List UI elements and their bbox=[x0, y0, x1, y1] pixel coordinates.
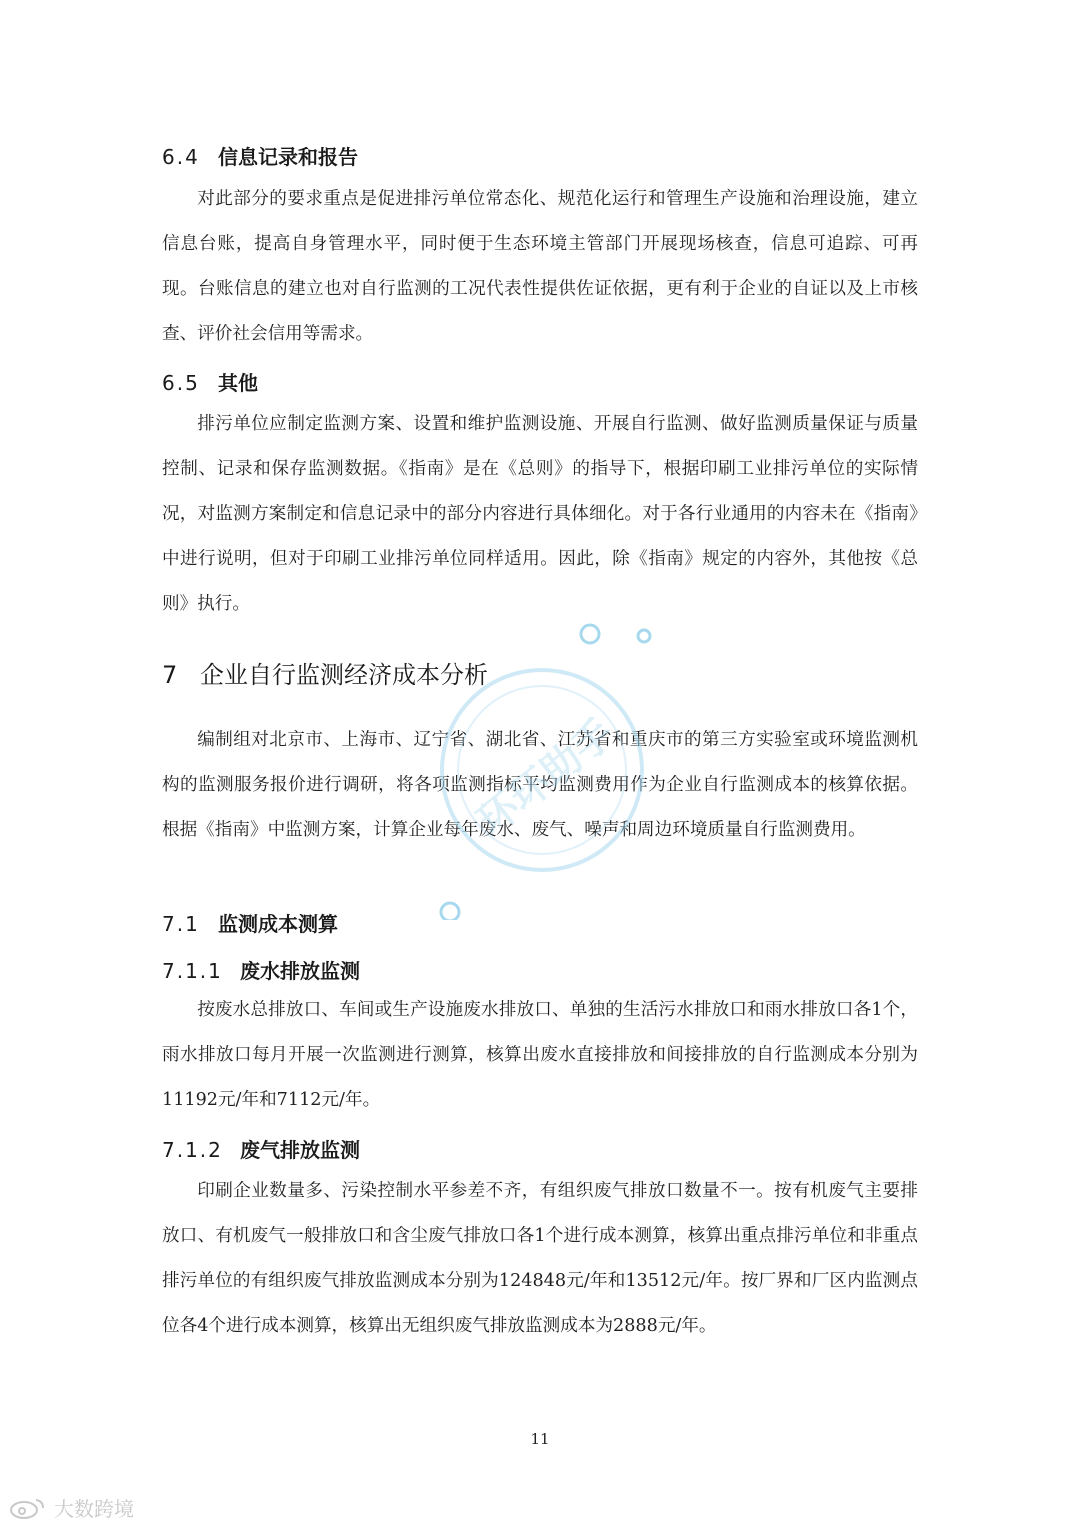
heading-number: 6.5 bbox=[162, 371, 200, 395]
heading-title: 信息记录和报告 bbox=[218, 145, 358, 169]
heading-number: 7 bbox=[162, 661, 178, 689]
paragraph-7: 编制组对北京市、上海市、辽宁省、湖北省、江苏省和重庆市的第三方实验室或环境监测机构的监测服务报价进行调研，将各项监测指标平均监测费用作为企业自行监测成本的核算依据。根据《指南》中监测方案，计算企业每年废水、废气、噪声和周边环境质量自行监测费用。 bbox=[162, 730, 918, 840]
paragraph-7-1-1: 按废水总排放口、车间或生产设施废水排放口、单独的生活污水排放口和雨水排放口各1个，雨水排放口每月开展一次监测进行测算，核算出废水直接排放和间接排放的自行监测成本分别为11192元/年和7112元/年。 bbox=[162, 1000, 918, 1110]
paragraph-6-5: 排污单位应制定监测方案、设置和维护监测设施、开展自行监测、做好监测质量保证与质量控制、记录和保存监测数据。《指南》是在《总则》的指导下，根据印刷工业排污单位的实际情况，对监测方案制定和信息记录中的部分内容进行具体细化。对于各行业通用的内容未在《指南》中进行说明，但对于印刷工业排污单位同样适用。因此，除《指南》规定的内容外，其他按《总则》执行。 bbox=[162, 414, 918, 614]
heading-number: 7.1.2 bbox=[162, 1138, 223, 1162]
heading-title: 废气排放监测 bbox=[240, 1138, 360, 1162]
heading-title: 其他 bbox=[218, 371, 258, 395]
weibo-logo-icon bbox=[8, 1496, 48, 1520]
heading-title: 废水排放监测 bbox=[240, 959, 360, 983]
corner-watermark bbox=[8, 1493, 134, 1522]
heading-title: 监测成本测算 bbox=[218, 912, 338, 936]
watermark-seal bbox=[430, 620, 670, 920]
heading-6-4 bbox=[162, 141, 358, 170]
heading-title: 企业自行监测经济成本分析 bbox=[200, 661, 488, 689]
paragraph-6-4: 对此部分的要求重点是促进排污单位常态化、规范化运行和管理生产设施和治理设施，建立信息台账，提高自身管理水平，同时便于生态环境主管部门开展现场核查，信息可追踪、可再现。台账信息的建立也对自行监测的工况代表性提供佐证依据，更有利于企业的自证以及上市核查、评价社会信用等需求。 bbox=[162, 189, 918, 344]
heading-7-1-1 bbox=[162, 955, 360, 984]
watermark-text: 环环助手 bbox=[468, 710, 624, 846]
heading-number: 6.4 bbox=[162, 145, 200, 169]
heading-7-1-2 bbox=[162, 1134, 360, 1163]
corner-watermark-text: 大数跨境 bbox=[54, 1497, 134, 1521]
heading-number: 7.1.1 bbox=[162, 959, 223, 983]
heading-7-1 bbox=[162, 908, 338, 937]
heading-number: 7.1 bbox=[162, 912, 200, 936]
page-number: 11 bbox=[530, 1430, 550, 1448]
heading-6-5 bbox=[162, 367, 258, 396]
paragraph-7-1-2: 印刷企业数量多、污染控制水平参差不齐，有组织废气排放口数量不一。按有机废气主要排放口、有机废气一般排放口和含尘废气排放口各1个进行成本测算，核算出重点排污单位和非重点排污单位的有组织废气排放监测成本分别为124848元/年和13512元/年。按厂界和厂区内监测点位各4个进行成本测算，核算出无组织废气排放监测成本为2888元/年。 bbox=[162, 1181, 918, 1336]
